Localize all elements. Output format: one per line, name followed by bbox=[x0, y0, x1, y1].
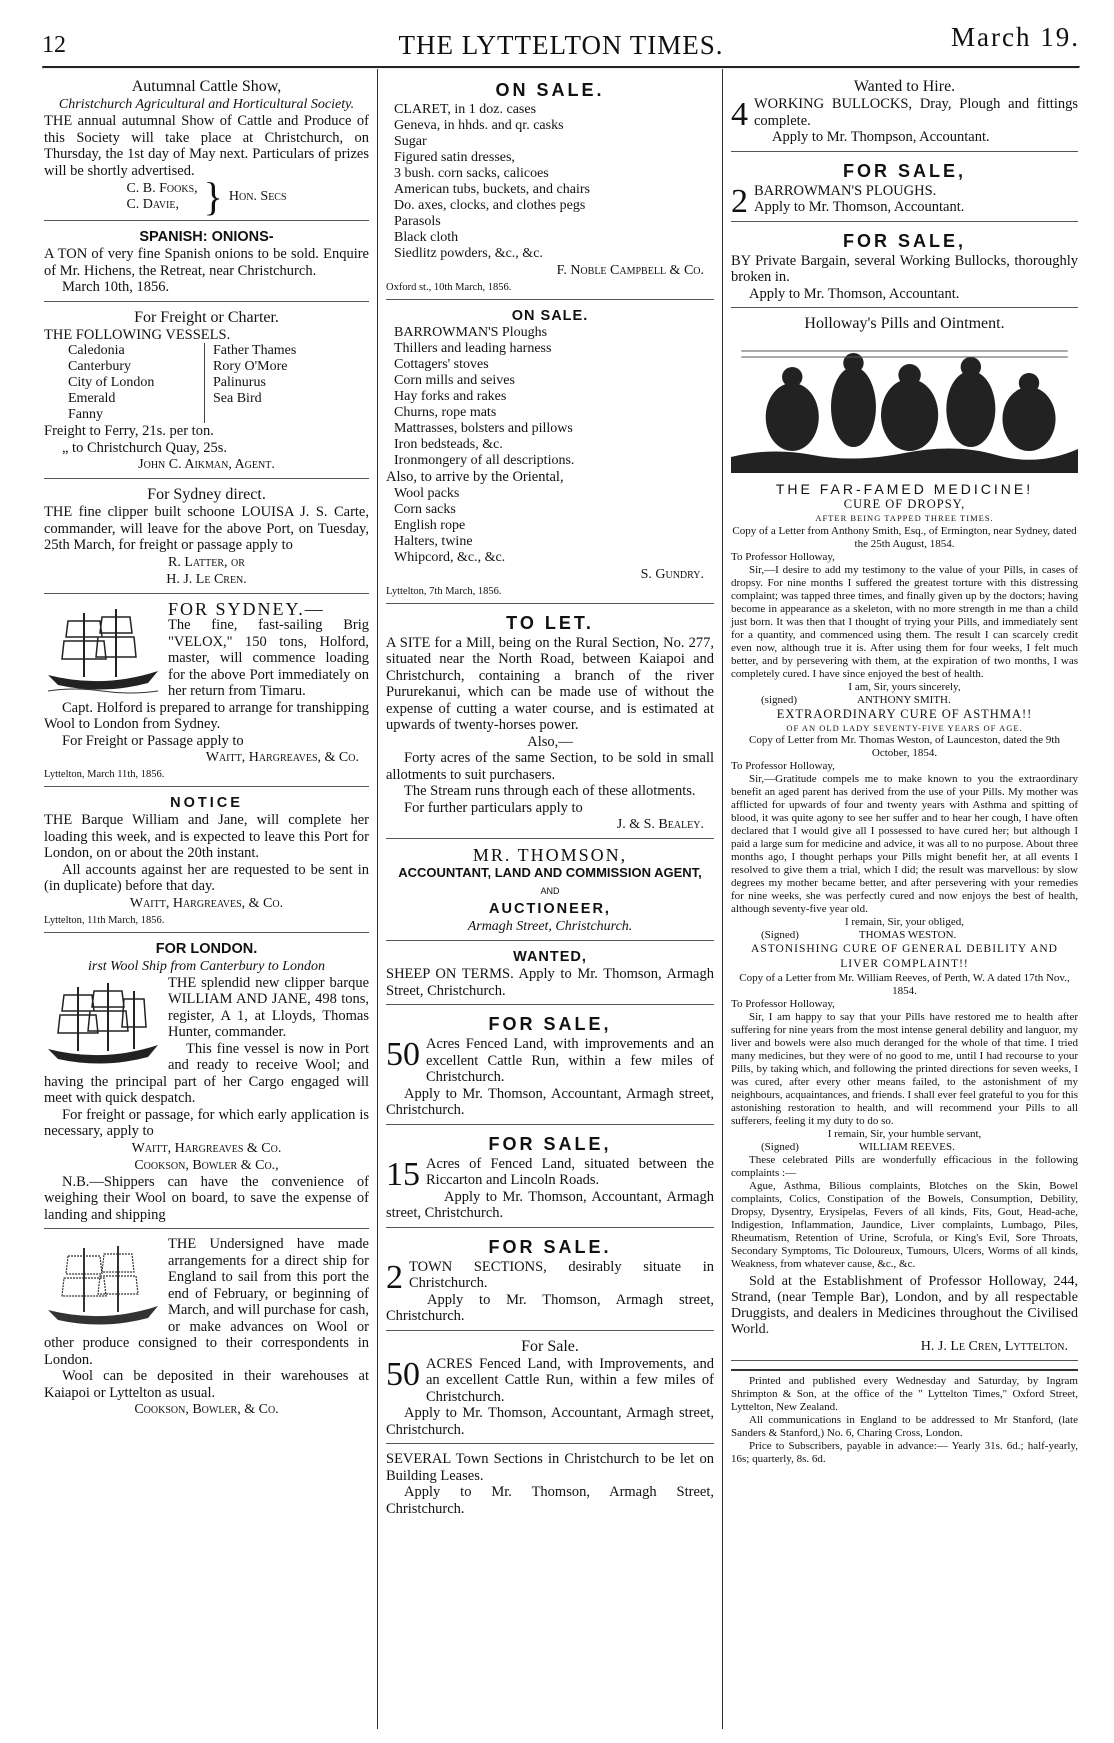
thomson-name: MR. THOMSON, bbox=[472, 845, 628, 865]
far-famed-heading: THE FAR-FAMED MEDICINE! bbox=[775, 481, 1034, 497]
list-item: Parasols bbox=[394, 214, 441, 229]
ad-body: A TON of very fine Spanish onions to be sold. Enquire of Mr. Hichens, the Retreat, near Christchurch. bbox=[44, 246, 369, 279]
ad-heading: FOR SALE, bbox=[842, 160, 966, 181]
ad-body: BARROWMAN'S PLOUGHS. bbox=[754, 182, 937, 199]
thomson-role: ACCOUNTANT, LAND AND COMMISSION AGENT, bbox=[398, 865, 702, 880]
item-list bbox=[386, 325, 714, 469]
list-item: English rope bbox=[394, 517, 466, 533]
letter-3-name: WILLIAM REEVES. bbox=[858, 1141, 955, 1153]
imprint-publisher: Printed and published every Wednesday and Saturday, by Ingram Shrimpton & Son, at the office of the " Lyttelton Times," Oxford Street, Lyttelton, New Zealand. bbox=[731, 1375, 1078, 1413]
vessel-list-left bbox=[68, 343, 205, 423]
ad-apply: Apply to Mr. Thomson, Accountant, Armagh street, Christchurch. bbox=[386, 1405, 714, 1438]
ad-several-sections bbox=[386, 1448, 714, 1522]
ad-heading: FOR SALE, bbox=[842, 230, 966, 251]
list-item: Churns, rope mats bbox=[394, 405, 497, 420]
letter-3-signed: (Signed) bbox=[761, 1141, 799, 1153]
ad-apply: Apply to Mr. Thomson, Accountant. bbox=[754, 199, 965, 215]
ship-woodcut-image bbox=[44, 1240, 162, 1332]
vessel-name: Father Thames bbox=[213, 343, 297, 358]
ad-sydney-direct bbox=[44, 483, 369, 594]
ship-woodcut-image bbox=[44, 979, 162, 1071]
ad-date: Lyttelton, March 11th, 1856. bbox=[44, 769, 165, 780]
ad-apply: Apply to Mr. Thomson, Accountant, Armagh street, Christchurch. bbox=[386, 1188, 714, 1221]
ad-velox bbox=[44, 598, 369, 788]
agent-signature: John C. Aikman, Agent. bbox=[138, 457, 275, 472]
ad-heading: Autumnal Cattle Show, bbox=[131, 78, 282, 95]
freight-quay: „ to Christchurch Quay, 25s. bbox=[62, 439, 227, 456]
list-item: BARROWMAN'S Ploughs bbox=[394, 325, 548, 340]
ad-body-2: Forty acres of the same Section, to be sold in small allotments to suit purchasers. bbox=[386, 750, 714, 783]
vessel-list bbox=[44, 343, 369, 423]
signature: F. Noble Campbell & Co. bbox=[556, 263, 704, 278]
list-item: Ironmongery of all descriptions. bbox=[394, 453, 575, 468]
ad-notice bbox=[44, 791, 369, 933]
ad-ploughs bbox=[731, 156, 1078, 222]
ad-body-2: Wool can be deposited in their warehouses at Kaiapoi or Lyttelton as usual. bbox=[44, 1368, 369, 1401]
ad-apply: For Freight or Passage apply to bbox=[62, 732, 244, 749]
letter-1-intro: Copy of a Letter from Anthony Smith, Esq., of Ermington, near Sydney, dated the 25th August, 1854. bbox=[732, 524, 1077, 550]
ad-body: THE Undersigned have made arrangements for a direct ship for England to sail from this port the end of February, or beginning of March, and will purchase for cash, or make advances on Wool or other produce consigned to their correspondents in London. bbox=[44, 1236, 369, 1368]
ad-for-sale-acres bbox=[386, 1335, 714, 1445]
debility-heading: ASTONISHING CURE OF GENERAL DEBILITY AND LIVER COMPLAINT!! bbox=[751, 943, 1058, 970]
ad-body-4: For further particulars apply to bbox=[404, 799, 583, 816]
column-2 bbox=[378, 69, 723, 1729]
letter-1-salutation: To Professor Holloway, bbox=[731, 550, 835, 563]
ad-undersigned bbox=[44, 1233, 369, 1423]
list-item: Geneva, in hhds. and qr. casks bbox=[394, 118, 564, 133]
ad-also: Also,— bbox=[527, 733, 573, 750]
signature-1: Waitt, Hargreaves & Co. bbox=[131, 1140, 282, 1156]
ad-body: TOWN SECTIONS, desirably situate in Christchurch. bbox=[409, 1258, 714, 1291]
ad-body: THE Barque William and Jane, will complete her loading this week, and is expected to leave this Port for London, on or about the 20th instant. bbox=[44, 812, 369, 861]
ad-on-sale-gundry bbox=[386, 304, 714, 604]
list-item: Halters, twine bbox=[394, 533, 473, 549]
letter-1-name: ANTHONY SMITH. bbox=[857, 693, 951, 706]
letter-3-signoff bbox=[731, 1141, 1078, 1154]
page-number: 12 bbox=[42, 32, 66, 58]
ad-body: THE fine clipper built schoone LOUISA J. S. Carte, commander, will leave for the above Port, on Tuesday, 25th March, for freight or passage apply to bbox=[44, 504, 369, 553]
ad-apply: Apply to Mr. Thompson, Accountant. bbox=[772, 129, 990, 145]
ad-heading: For Sydney direct. bbox=[147, 486, 266, 503]
asthma-subheading: OF AN OLD LADY SEVENTY-FIVE YEARS OF AGE. bbox=[786, 722, 1023, 733]
ad-body: THE splendid new clipper barque WILLIAM AND JANE, 498 tons, register, A 1, at Lloyds, Thomas Hunter, commander. bbox=[168, 974, 369, 1040]
letter-2-signed: (Signed) bbox=[761, 929, 799, 941]
letter-2-name: THOMAS WESTON. bbox=[858, 929, 957, 941]
ad-wanted bbox=[386, 945, 714, 1005]
list-item: 3 bush. corn sacks, calicoes bbox=[394, 166, 549, 181]
ad-apply: Apply to Mr. Thomson, Accountant, Armagh street, Christchurch. bbox=[386, 1085, 714, 1118]
acreage-number: 50 bbox=[386, 1036, 420, 1073]
imprint-england: All communications in England to be addressed to Mr Stanford, (late Sanders & Stanford,) No. 6, Charing Cross, London. bbox=[731, 1414, 1078, 1439]
vessel-name: City of London bbox=[68, 375, 155, 390]
ad-spanish-onions bbox=[44, 225, 369, 302]
ad-heading: For Freight or Charter. bbox=[134, 308, 279, 326]
list-item: Mattrasses, bolsters and pillows bbox=[394, 421, 573, 436]
signature: Cookson, Bowler, & Co. bbox=[134, 1402, 279, 1417]
ad-body: BY Private Bargain, several Working Bullocks, thoroughly broken in. bbox=[731, 252, 1078, 285]
list-item: Wool packs bbox=[394, 485, 460, 501]
ad-body: WORKING BULLOCKS, Dray, Plough and fittings complete. bbox=[754, 96, 1078, 129]
ad-body-2: This fine vessel is now in Port and ready to receive Wool; and having the principal part of her Cargo engaged will meet with quick despatch. bbox=[44, 1040, 369, 1106]
ad-cattle-show bbox=[44, 75, 369, 221]
ad-heading: FOR LONDON. bbox=[155, 940, 258, 957]
ad-heading: FOR SALE. bbox=[488, 1236, 612, 1257]
vessel-name: Rory O'More bbox=[213, 359, 288, 374]
ad-body: SEVERAL Town Sections in Christchurch to be let on Building Leases. bbox=[386, 1451, 714, 1484]
letter-1-body: Sir,—I desire to add my testimony to the value of your Pills, in cases of dropsy. For nine months I suffered the greatest torture with this distressing complaint; was tapped three times, and finally given up by the doctors; having become in appearance as a skeleton, with no more strength in me than a child just born. It was then that I thought of trying your Pills, and immediately sent for a quantity, and commenced using them. The result I can scarcely credit even now, although true it is. After using them for four weeks, I felt much better, and by persevering with them, at the expiration of two months, I was completely cured. I have since enjoyed the best of health. bbox=[731, 563, 1078, 680]
vessel-name: Fanny bbox=[68, 407, 103, 422]
list-item: Corn sacks bbox=[394, 501, 456, 517]
vessel-list-right bbox=[205, 343, 296, 423]
ad-subheading: Christchurch Agricultural and Horticultural Society. bbox=[58, 97, 355, 112]
signature: J. & S. Bealey. bbox=[616, 817, 704, 832]
efficacy-intro: These celebrated Pills are wonderfully efficacious in the following complaints :— bbox=[731, 1154, 1078, 1179]
letter-3-intro: Copy of a Letter from Mr. William Reeves, of Perth, W. A dated 17th Nov., 1854. bbox=[739, 972, 1070, 997]
ad-apply: Apply to Mr. Thomson, Accountant. bbox=[749, 285, 960, 302]
vessel-name: Sea Bird bbox=[213, 391, 262, 406]
signatory-1: C. B. Fooks, bbox=[126, 181, 198, 196]
bullock-count: 4 bbox=[731, 96, 748, 133]
list-item: Thillers and leading harness bbox=[394, 341, 552, 356]
ad-heading: FOR SALE, bbox=[488, 1133, 612, 1154]
ad-for-london bbox=[44, 937, 369, 1230]
imprint-price: Price to Subscribers, payable in advance:— Yearly 31s. 6d.; half-yearly, 16s; quarterly, 8s. 6d. bbox=[731, 1440, 1078, 1465]
list-item: Siedlitz powders, &c., &c. bbox=[394, 246, 543, 261]
item-list bbox=[386, 102, 714, 262]
letter-1-signoff bbox=[731, 694, 1078, 707]
ad-heading: Holloway's Pills and Ointment. bbox=[804, 315, 1005, 332]
signatories bbox=[44, 174, 369, 219]
ad-working-bullocks bbox=[731, 226, 1078, 309]
ad-capt: Capt. Holford is prepared to arrange for transhipping Wool to London from Sydney. bbox=[44, 699, 369, 732]
signature-1: R. Latter, or bbox=[168, 554, 245, 570]
ad-date: March 10th, 1856. bbox=[62, 279, 170, 295]
thomson-auctioneer: AUCTIONEER, bbox=[489, 901, 611, 917]
ad-holloway bbox=[731, 312, 1078, 1361]
ad-date: Lyttelton, 11th March, 1856. bbox=[44, 914, 165, 926]
ad-heading: SPANISH: ONIONS- bbox=[139, 229, 274, 245]
ad-heading: For Sale. bbox=[521, 1337, 579, 1355]
column-3 bbox=[723, 69, 1080, 1729]
column-1 bbox=[42, 69, 378, 1729]
list-item: Black cloth bbox=[394, 230, 459, 245]
signature-2: Cookson, Bowler & Co., bbox=[134, 1157, 279, 1173]
list-item: Figured satin dresses, bbox=[394, 150, 515, 165]
acreage-number: 50 bbox=[386, 1355, 420, 1393]
letter-2-salutation: To Professor Holloway, bbox=[731, 760, 835, 772]
newspaper-title: THE LYTTELTON TIMES. bbox=[398, 30, 724, 60]
holloway-engraving-image bbox=[731, 337, 1078, 473]
complaints-list: Ague, Asthma, Bilious complaints, Blotches on the Skin, Bowel complaints, Colics, Constipation of the Bowels, Consumption, Debility, Dropsy, Dysentry, Erysipelas, Fevers of all kinds, Fits, Gout, Head-ache, Indigestion, Inflammation, Jaundice, Liver complaints, Lumbago, Piles, Rheumatism, Retention of Urine, Scrofula, or King's Evil, Sore Throats, Secondary Symptoms, Tic Doloureux, Tumours, Ulcers, Worms of all kinds, Weakness, from whatever cause, &c., &c. bbox=[731, 1180, 1078, 1270]
ad-also: Also, to arrive by the Oriental, bbox=[386, 469, 564, 485]
letter-2-close: I remain, Sir, your obliged, bbox=[844, 916, 964, 928]
freight-ferry: Freight to Ferry, 21s. per ton. bbox=[44, 423, 214, 439]
list-item: Iron bedsteads, &c. bbox=[394, 437, 503, 452]
ad-heading: TO LET. bbox=[506, 612, 594, 633]
sold-at: Sold at the Establishment of Professor Holloway, 244, Strand, (near Temple Bar), London, and by all respectable Druggists, and dealers in Medicines throughout the Civilised World. bbox=[731, 1274, 1078, 1337]
list-item: Whipcord, &c., &c. bbox=[394, 549, 506, 565]
ad-freight-charter bbox=[44, 306, 369, 480]
list-item: Cottagers' stoves bbox=[394, 357, 489, 372]
signature-2: H. J. Le Cren. bbox=[166, 571, 247, 587]
plough-count: 2 bbox=[731, 182, 748, 220]
imprint bbox=[731, 1369, 1078, 1466]
ad-mr-thomson bbox=[386, 843, 714, 941]
vessel-name: Caledonia bbox=[68, 343, 125, 358]
letter-2-body: Sir,—Gratitude compels me to make known to you the extraordinary benefit an aged parent has derived from the use of your Pills. My mother was afflicted for upwards of four and twenty years with Asthma and spitting of blood, it was quite agony to see her suffer and to hear her cough, I have often declared that I would give all I possessed to have cured her; but although I paid a large sum for medicine and advice, it was all to no purpose. About three months ago, I thought perhaps your Pills might benefit her, at all events I resolved to give them a trial, which I did; the result was marvellous: by slow degrees my mother became better, and after persevering with your remedies for nine weeks, she was perfectly cured and now enjoys the best of health, although seventy-five year old. bbox=[731, 773, 1078, 915]
vessel-name: Emerald bbox=[68, 391, 116, 406]
ad-body: THE annual autumnal Show of Cattle and Produce of this Society will take place at Christchurch, on Thursday, the 1st day of May next. Particulars of prizes will be shortly advertised. bbox=[44, 113, 369, 179]
hon-secs-label: Hon. Secs bbox=[228, 189, 287, 204]
signatory-2: C. Davie, bbox=[126, 197, 179, 212]
acreage-number: 15 bbox=[386, 1155, 420, 1193]
dropsy-heading: CURE OF DROPSY, bbox=[843, 497, 966, 511]
ad-body: ACRES Fenced Land, with Improvements, and an excellent Cattle Run, within a few miles of Christchurch. bbox=[426, 1355, 714, 1405]
agent-signature: H. J. Le Cren, Lyttelton. bbox=[920, 1339, 1068, 1354]
ad-on-sale-campbell bbox=[386, 75, 714, 300]
letter-2-signoff bbox=[731, 929, 1078, 942]
ad-body: Acres Fenced Land, with improvements and an excellent Cattle Run, within a few miles of Christchurch. bbox=[426, 1036, 714, 1085]
letter-3-close: I remain, Sir, your humble servant, bbox=[827, 1128, 982, 1140]
masthead bbox=[42, 0, 1080, 66]
brace-glyph: } bbox=[203, 174, 223, 219]
list-item: American tubs, buckets, and chairs bbox=[394, 182, 590, 197]
ad-heading: ON SALE. bbox=[511, 308, 589, 324]
sections-number: 2 bbox=[386, 1258, 403, 1296]
ship-woodcut-image bbox=[44, 605, 162, 697]
tapped-subheading: AFTER BEING TAPPED THREE TIMES. bbox=[815, 513, 994, 523]
vessel-name: Palinurus bbox=[213, 375, 266, 390]
ad-apply: Apply to Mr. Thomson, Armagh Street, Christchurch. bbox=[386, 1484, 714, 1517]
issue-date: March 19. bbox=[951, 22, 1080, 52]
ad-body-3: For freight or passage, for which early application is necessary, apply to bbox=[44, 1106, 369, 1139]
ad-body: Acres of Fenced Land, situated between the Riccarton and Lincoln Roads. bbox=[426, 1155, 714, 1188]
signature: Waitt, Hargreaves, & Co. bbox=[205, 750, 359, 765]
ad-body-2: All accounts against her are requested to be sent in (in duplicate) before that day. bbox=[44, 861, 369, 894]
thomson-and: AND bbox=[540, 886, 560, 896]
ad-to-let bbox=[386, 608, 714, 840]
ad-lead: THE FOLLOWING VESSELS. bbox=[44, 326, 231, 343]
asthma-heading: EXTRAORDINARY CURE OF ASTHMA!! bbox=[776, 706, 1033, 721]
ad-heading: ON SALE. bbox=[495, 80, 605, 100]
ad-date: Lyttelton, 7th March, 1856. bbox=[386, 585, 502, 597]
ad-heading: Wanted to Hire. bbox=[853, 78, 956, 95]
list-item: CLARET, in 1 doz. cases bbox=[394, 102, 537, 117]
ad-body: The fine, fast-sailing Brig "VELOX," 150 tons, Holford, master, will commence loading for the above Port immediately on her return from Timaru. bbox=[168, 617, 369, 699]
list-item: Hay forks and rakes bbox=[394, 389, 507, 404]
ad-body: A SITE for a Mill, being on the Rural Section, No. 277, situated near the North Road, between Kaiapoi and Christchurch, containing a branch of the river Pururekanui, which can be made use of without the expense of cutting a water course, and is estimated at upwards of twenty-horses power. bbox=[386, 634, 714, 733]
ad-subheading: irst Wool Ship from Canterbury to London bbox=[88, 958, 325, 974]
ad-for-sale-2 bbox=[386, 1232, 714, 1331]
signature: S. Gundry. bbox=[640, 566, 704, 582]
ad-for-sale-15 bbox=[386, 1129, 714, 1228]
ad-body: SHEEP ON TERMS. Apply to Mr. Thomson, Armagh Street, Christchurch. bbox=[386, 966, 714, 999]
ad-apply: Apply to Mr. Thomson, Armagh street, Christchurch. bbox=[386, 1291, 714, 1324]
letter-2-intro: Copy of Letter from Mr. Thomas Weston, of Launceston, dated the 9th October, 1854. bbox=[749, 734, 1060, 759]
vessel-name: Canterbury bbox=[68, 359, 131, 374]
thomson-address: Armagh Street, Christchurch. bbox=[467, 919, 633, 934]
letter-1-close: I am, Sir, yours sincerely, bbox=[848, 680, 961, 693]
ad-heading: FOR SALE, bbox=[488, 1014, 612, 1034]
list-item: Corn mills and seives bbox=[394, 373, 515, 388]
ad-heading: WANTED, bbox=[513, 949, 587, 965]
ad-heading: NOTICE bbox=[170, 795, 243, 811]
signature: Waitt, Hargreaves, & Co. bbox=[129, 895, 284, 911]
ad-body-3: The Stream runs through each of these allotments. bbox=[404, 783, 696, 799]
ad-nb: N.B.—Shippers can have the convenience of weighing their Wool on board, to save the expense of landing and shipping bbox=[44, 1173, 369, 1223]
letter-3-salutation: To Professor Holloway, bbox=[731, 998, 835, 1010]
list-item: Do. axes, clocks, and clothes pegs bbox=[394, 198, 586, 213]
letter-3-body: Sir, I am happy to say that your Pills have restored me to health after suffering for nine years from the most intense general debility and languor, my liver and bowels were also much deranged for the whole of that time. I tried many medicines, but they were of no good to me, until I had recourse to your Pills, by taking which, and following the printed directions for seven weeks, I was cured, after every other means failed, to the astonishment of my neighbours, acquaintances, and friends. I shall ever feel grateful to you for this astonishing restoration to health, and will recommend your Pills to all sufferers, feeling it my duty to do so. bbox=[731, 1011, 1078, 1127]
letter-1-signed: (signed) bbox=[761, 693, 798, 706]
item-list-2 bbox=[386, 486, 714, 566]
ad-for-sale-50 bbox=[386, 1009, 714, 1125]
ad-lead: FOR SYDNEY.— bbox=[168, 598, 325, 619]
list-item: Sugar bbox=[394, 134, 427, 149]
ad-wanted-to-hire bbox=[731, 75, 1078, 152]
ad-date: Oxford st., 10th March, 1856. bbox=[386, 282, 512, 293]
